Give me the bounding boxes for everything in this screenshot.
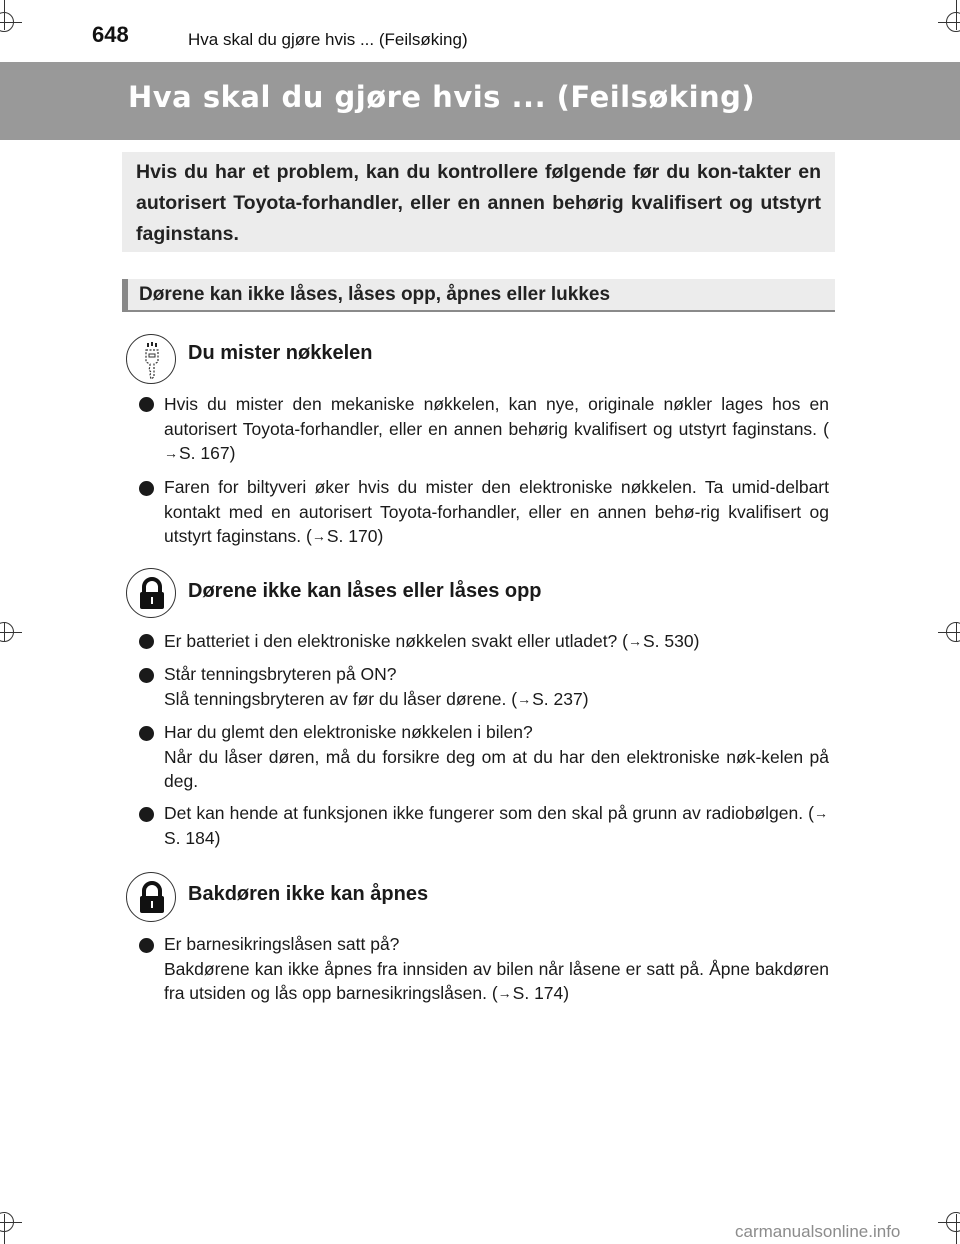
lock-icon [126,568,176,618]
page-number: 648 [92,22,129,47]
running-header [0,0,960,62]
list-item: Det kan hende at funksjonen ikke fungerer som den skal på grunn av radiobølgen. (→S. 184) [164,803,828,848]
intro-box [122,152,835,252]
running-title: Hva skal du gjøre hvis ... (Feilsøking) [188,30,468,49]
bullet-dot [139,397,154,412]
list-item: Er barnesikringslåsen satt på? Bakdørene kan ikke åpnes fra innsiden av bilen når låsene er satt på. Åpne bakdøren fra utsiden og lås opp barnesikringslåsen. (→S. 174) [164,932,829,1006]
bullet-dot [139,726,154,741]
arrow-right-icon: → [164,445,178,461]
bullet-dot [139,481,154,496]
intro-text: Hvis du har et problem, kan du kontrollere følgende før du kon-takter en autorisert Toyota-forhandler, eller en annen behørig kvalifisert og utstyrt faginstans. [136,161,821,245]
arrow-right-icon: → [517,690,532,707]
arrow-right-icon: → [497,985,512,1001]
list-item: Faren for biltyveri øker hvis du mister den elektroniske nøkkelen. Ta umid-delbart kontakt med en autorisert Toyota-forhandler, eller en annen behø-rig kvalifisert og utstyrt faginstans. (→S. 170) [164,475,829,549]
bullet-dot [139,938,154,953]
bullet-dot [139,668,154,683]
arrow-right-icon: → [627,633,642,649]
subsection-heading-doors-lock: Dørene ikke kan låses eller låses opp [188,580,542,602]
list-item: Er batteriet i den elektroniske nøkkelen svakt eller utladet? (→S. 530) [164,629,829,654]
section-header [122,279,835,312]
list-item: Har du glemt den elektroniske nøkkelen i bilen? Når du låser døren, må du forsikre deg om at du har den elektroniske nøk-kelen på deg. [164,722,829,791]
arrow-right-icon: → [814,805,828,821]
lock-icon [126,872,176,922]
bullet-dot [139,634,154,649]
bullet-dot [139,807,154,822]
list-item: Hvis du mister den mekaniske nøkkelen, kan nye, originale nøkler lages hos en autorisert Toyota-forhandler, eller en annen behørig kvalifisert og utstyrt faginstans. (→S. 167) [164,392,829,466]
subsection-heading-lost-key: Du mister nøkkelen [188,342,373,364]
section-title: Dørene kan ikke låses, låses opp, åpnes eller lukkes [139,284,611,305]
section-accent-bar [122,279,128,312]
list-item: Står tenningsbryteren på ON? Slå tenningsbryteren av før du låser dørene. (→S. 237) [164,662,829,711]
page-title: Hva skal du gjøre hvis ... (Feilsøking) [128,80,756,114]
arrow-right-icon: → [311,528,326,544]
key-icon [126,334,176,384]
subsection-heading-rear-door: Bakdøren ikke kan åpnes [188,883,429,905]
watermark: carmanualsonline.info [735,1222,901,1241]
